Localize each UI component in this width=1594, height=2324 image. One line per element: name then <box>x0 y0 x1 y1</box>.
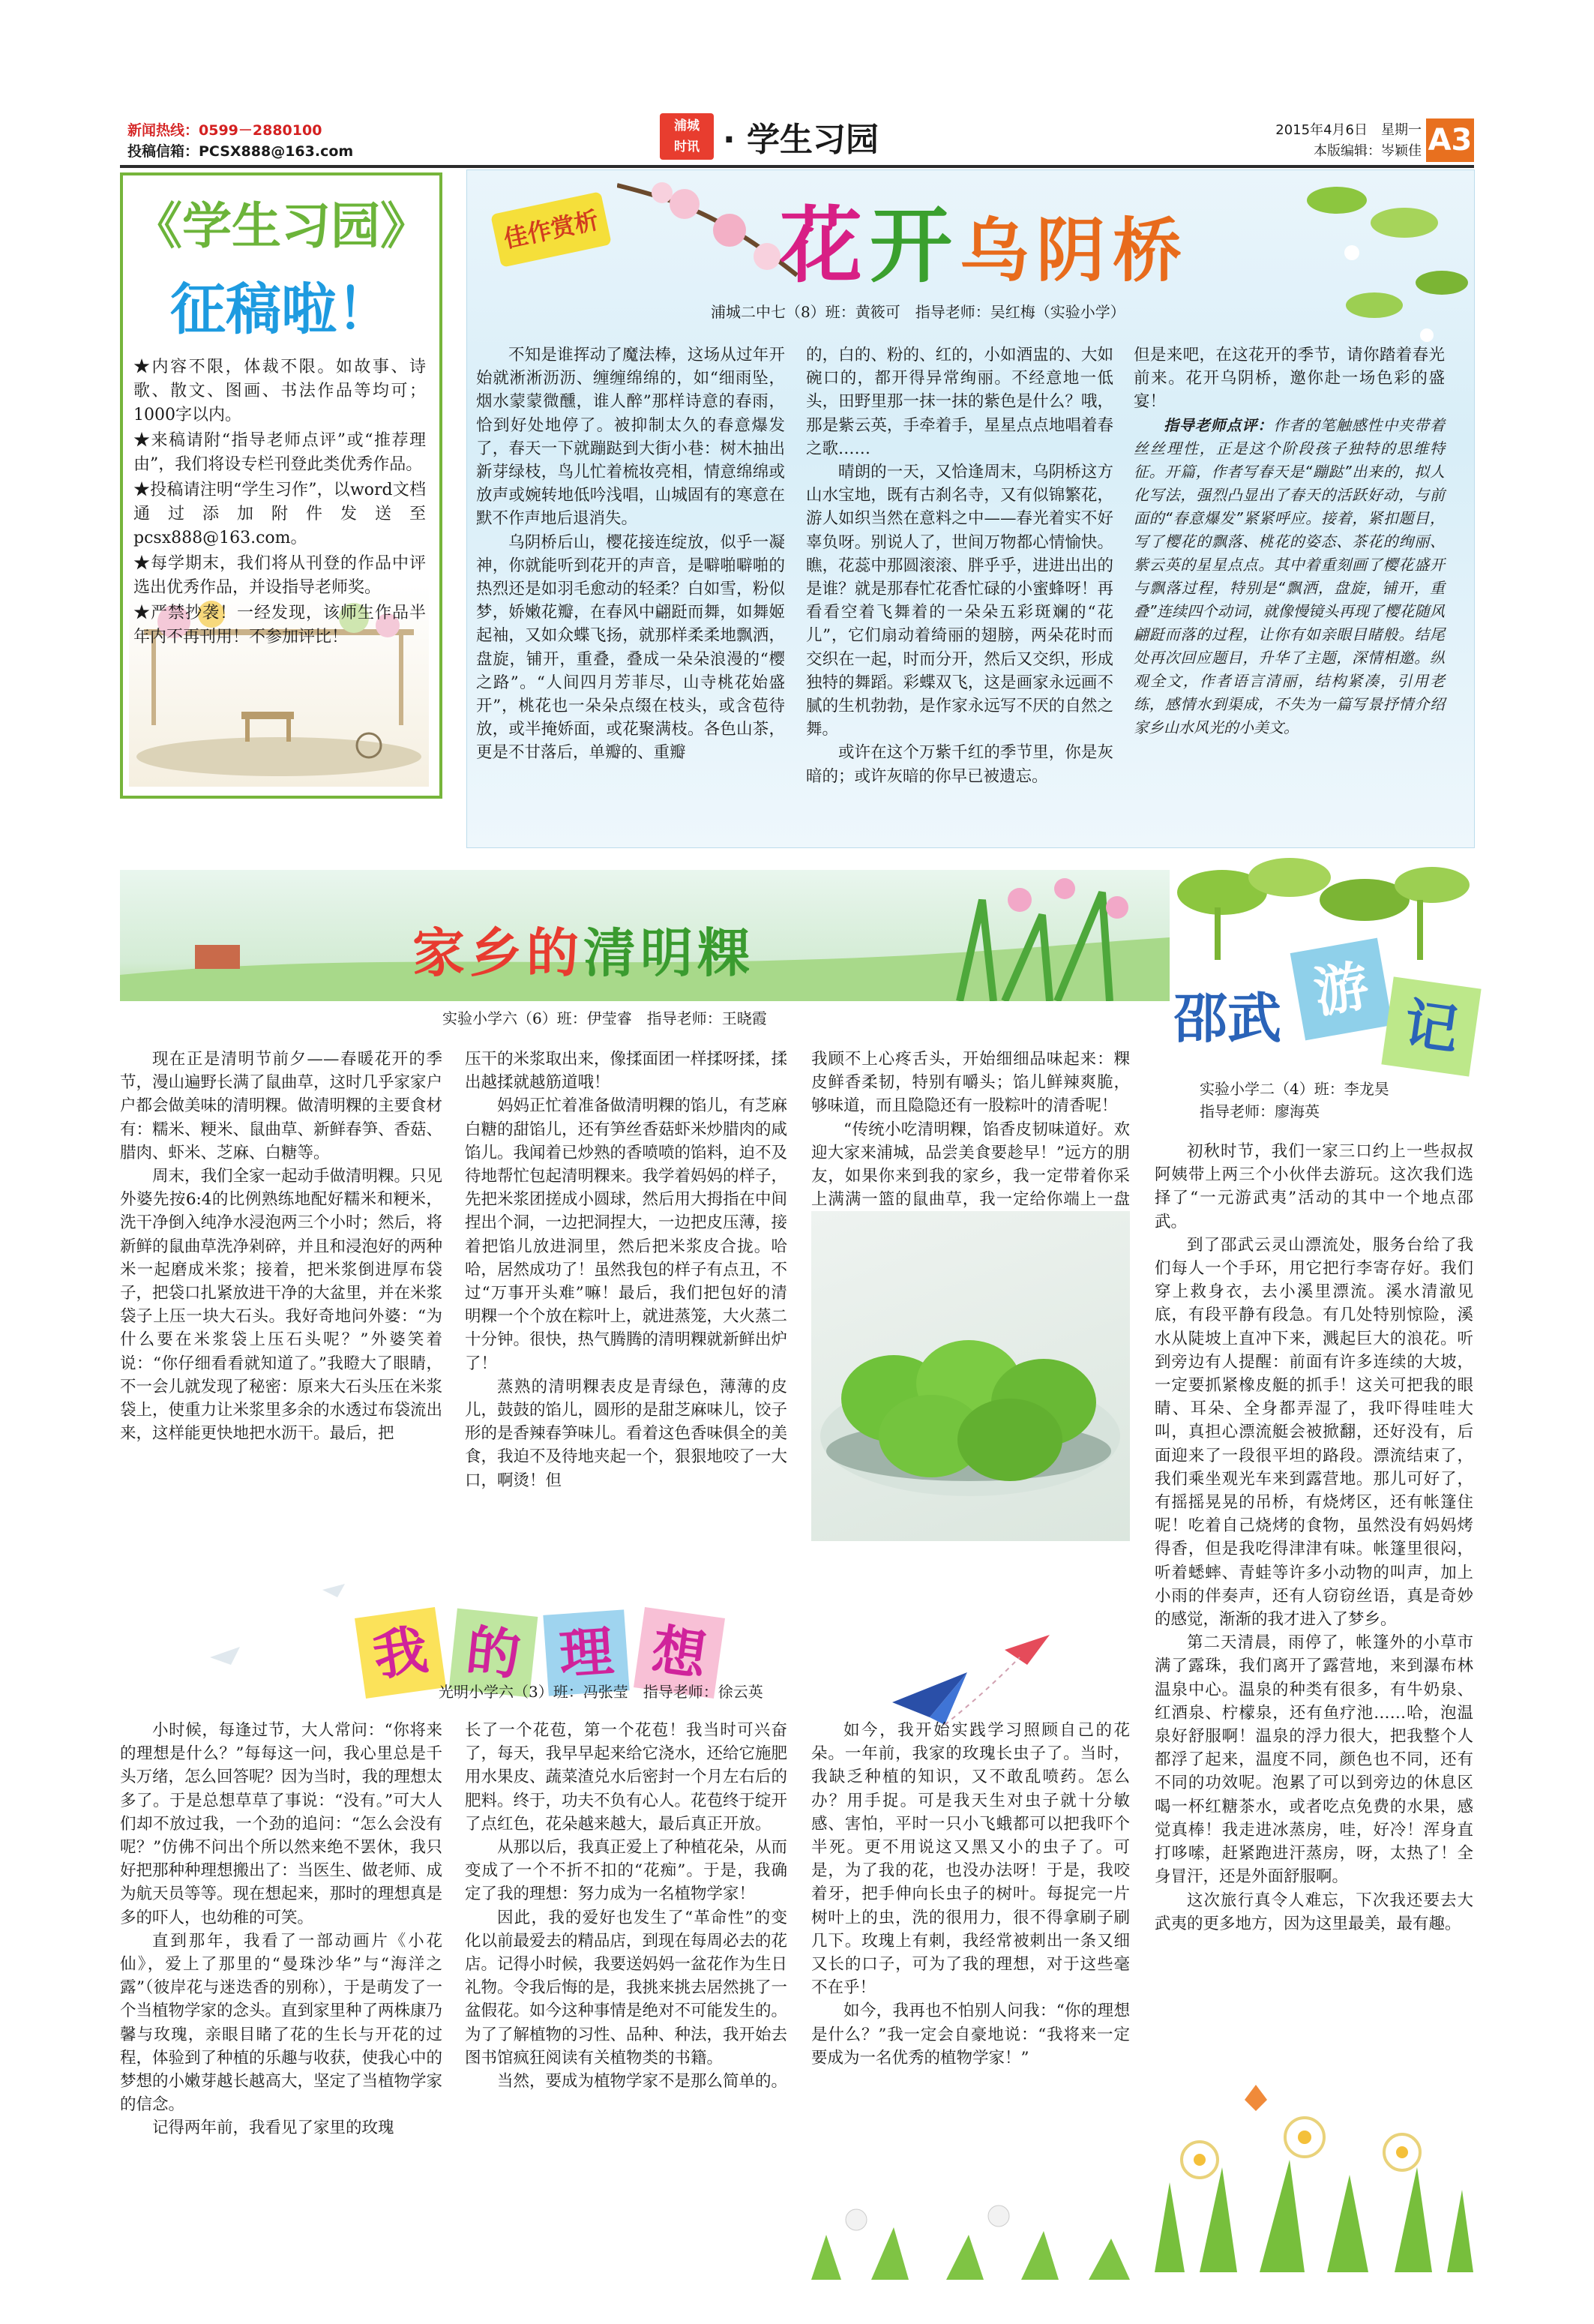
submission-email: 投稿信箱：PCSX888@163.com <box>127 143 354 160</box>
paragraph: 现在正是清明节前夕——春暖花开的季节，漫山遍野长满了鼠曲草，这时几乎家家户户都会做美味的清明粿。做清明粿的主要食材有：糯米、粳米、鼠曲草、新鲜春笋、香菇、腊肉、虾米、芝麻、白糖等。 <box>120 1050 443 1162</box>
paragraph: 当然，要成为植物学家不是那么简单的。 <box>497 2072 788 2092</box>
paragraph: “传统小吃清明粿，馅香皮韧味道好。欢迎大家来浦城，品尝美食要趁早！”远方的朋友，如果你来到我的家乡，我一定带着你采上满满一篮的鼠曲草，我一定给你端上一盘 <box>811 1120 1130 1210</box>
paragraph: 压干的米浆取出来，像揉面团一样揉呀揉，揉出越揉就越筋道哦！ <box>465 1050 788 1093</box>
paragraph: 晴朗的一天，又恰逢周末，乌阴桥这方山水宝地，既有古刹名寺，又有似锦繁花，游人如织当然在意料之中——春光着实不好辜负呀。别说人了，世间万物都心情愉快。瞧，花蕊中那圆滚滚、胖乎乎，进进出出的是谁？就是那春忙花香忙碌的小蜜蜂呀！再看看空着飞舞着的一朵朵五彩斑斓的“花儿”，它们扇动着绮丽的翅膀，两朵花时而交织在一起，时而分开，然后又交织，形成独特的舞蹈。彩蝶双飞，这是画家永远画不腻的生机勃勃，是作家永远写不厌的自然之舞。 <box>806 463 1113 739</box>
paragraph: 但是来吧，在这花开的季节，请你踏着春光前来。花开乌阴桥，邀你赴一场色彩的盛宴！ <box>1134 346 1445 412</box>
feature-column-1 <box>476 343 785 765</box>
paragraph: 因此，我的爱好也发生了“革命性”的变化以前最爱去的精品店，到现在每周必去的花店。记得小时候，我要送妈妈一盆花作为生日礼物。令我后悔的是，我挑来挑去居然挑了一盆假花。如今这种事情是绝对不可能发生的。为了了解植物的习性、品种、种法，我开始去图书馆疯狂阅读有关植物类的书籍。 <box>465 1908 788 2068</box>
paragraph: 我顾不上心疼舌头，开始细细品味起来：粿皮鲜香柔韧，特别有嚼头；馅儿鲜辣爽脆，够味道，而且隐隐还有一股粽叶的清香呢！ <box>811 1050 1130 1116</box>
feature-column-3 <box>1134 343 1445 739</box>
travel-title: 邵武 <box>1173 987 1282 1050</box>
section-title: · 学生习园 <box>723 121 879 159</box>
travel-column <box>1155 1140 1473 1936</box>
header-info <box>1275 120 1422 162</box>
call-rule: ★内容不限，体裁不限。如故事、诗歌、散文、图画、书法作品等均可；1000字以内。 <box>133 358 426 424</box>
paragraph: 不知是谁挥动了魔法棒，这场从过年开始就淅淅沥沥、缠缠绵绵的，如“细雨坠，烟水蒙蒙微醺，谁人醉”那样诗意的春雨，恰到好处地停了。被抑制太久的春意爆发了，春天一下就蹦跶到大街小巷：树木抽出新芽绿枝，鸟儿忙着梳妆亮相，情意绵绵或放声或婉转地低吟浅唱，山城固有的寒意在默不作声地后退消失。 <box>476 346 785 529</box>
travel-tile-you: 游 <box>1290 938 1393 1041</box>
paragraph: 第二天清晨，雨停了，帐篷外的小草市满了露珠，我们离开了露营地，来到瀑布林温泉中心。温泉的种类有很多，有牛奶泉、红酒泉、柠檬泉，还有鱼疗池……哈，泡温泉好舒服啊！温泉的浮力很大，把我整个人都浮了起来，温度不同，颜色也不同，还有不同的功效呢。泡累了可以到旁边的休息区喝一杯红糖茶水，或者吃点免费的水果，感觉真棒！我走进冰蒸房，哇，好冷！浑身直打哆嗦，赶紧跑进汗蒸房，呀，太热了！全身冒汗，还是外面舒服啊。 <box>1155 1633 1473 1887</box>
section-header <box>660 112 879 160</box>
ideal-column-1 <box>120 1719 442 2140</box>
paragraph: 记得两年前，我看见了家里的玫瑰 <box>152 2119 394 2138</box>
paragraph: 的，白的、粉的、红的，小如酒盅的、大如碗口的，都开得异常绚丽。不经意地一低头，田野里那一抹一抹的紫色是什么？哦，那是紫云英，手牵着手，星星点点地唱着春之歌…… <box>806 346 1113 458</box>
ideal-title-tile: 理 <box>543 1609 629 1696</box>
call-for-submissions-box <box>120 172 442 799</box>
paragraph: 小时候，每逢过节，大人常问：“你将来的理想是什么？”每每这一问，我心里总是千头万绪，怎么回答呢？因为当时，我的理想太多了。于是总想草草了事说：“没有。”可大人们却不放过我，一个劲的追问：“怎么会没有呢？”仿佛不问出个所以然来绝不罢休，我只好把那种种理想搬出了：当医生、做老师、成为航天员等等。现在想起来，那时的理想真是多的吓人，也幼稚的可笑。 <box>120 1721 443 1927</box>
qingming-column-3 <box>811 1048 1130 1235</box>
call-subtitle: 征稿啦！ <box>170 277 392 342</box>
paragraph: 这次旅行真令人难忘，下次我还要去大武夷的更多地方，因为这里最美，最有趣。 <box>1155 1891 1473 1933</box>
flowers-illustration <box>1155 2070 1473 2272</box>
qingming-column-2 <box>465 1048 787 1492</box>
teacher-review: 作者的笔触感性中夹带着丝丝理性，正是这个阶段孩子独特的思维特征。开篇，作者写春天是“蹦跶”出来的，拟人化写法，强烈凸显出了春天的活跃好动，与前面的“春意爆发”紧紧呼应。接着，紧扣题目，写了樱花的飘落、桃花的姿态、茶花的绚丽、紫云英的星星点点。其中着重刻画了樱花盛开与飘落过程，特别是“飘洒，盘旋，铺开，重叠”连续四个动词，就像慢镜头再现了樱花随风翩跹而落的过程，让你有如亲眼目睹般。结尾处再次回应题目，升华了主题，深情相邀。纵观全文，作者语言清丽，结构紧凑，引用老练，感情水到渠成，不失为一篇写景抒情介绍家乡山水风光的小美文。 <box>1134 415 1446 736</box>
paragraph: 从那以后，我真正爱上了种植花朵，从而变成了一个不折不扣的“花痴”。于是，我确定了我的理想：努力成为一名植物学家！ <box>465 1838 788 1904</box>
paragraph: 长了一个花苞，第一个花苞！我当时可兴奋了，每天，我早早起来给它浇水，还给它施肥用水果皮、蔬菜渣兑水后密封一个月左右后的肥料。终于，功夫不负有心人。花苞终于绽开了点红色，花朵越来越大，最后真正开放。 <box>465 1721 788 1834</box>
call-rule: ★投稿请注明“学生习作”，以word文档通过添加附件发送至pcsx888@163.com。 <box>133 481 426 547</box>
featured-tag: 佳作赏析 <box>490 191 612 268</box>
call-rule: ★严禁抄袭！一经发现，该师生作品半年内不再刊用！不参加评比！ <box>133 604 426 646</box>
ideal-column-2 <box>465 1719 787 2093</box>
paragraph: 妈妈正忙着准备做清明粿的馅儿，有芝麻白糖的甜馅儿，还有笋丝香菇虾米炒腊肉的咸馅儿。我闻着已炒熟的香喷喷的馅料，迫不及待地帮忙包起清明粿来。我学着妈妈的样子，先把米浆团搓成小圆球，然后用大拇指在中间捏出个洞，一边把洞捏大，一边把皮压薄，接着把馅儿放进洞里，然后把米浆皮合拢。哈哈，居然成功了！虽然我包的样子有点丑，不过“万事开头难”嘛！最后，我们把包好的清明粿一个个放在粽叶上，就进蒸笼，大火蒸二十分钟。很快，热气腾腾的清明粿就新鲜出炉了！ <box>465 1096 788 1373</box>
qingming-cake-photo <box>811 1211 1130 1541</box>
call-rules <box>133 355 426 651</box>
feature-title: 花开乌阴桥 <box>780 198 1190 294</box>
issue-date: 2015年4月6日 星期一 <box>1275 122 1422 138</box>
qingming-title: 家乡的清明粿 <box>412 922 754 984</box>
leaves-illustration <box>1292 170 1472 358</box>
paragraph: 蒸熟的清明粿表皮是青绿色，薄薄的皮儿，鼓鼓的馅儿，圆形的是甜芝麻味儿，饺子形的是香辣春笋味儿。看着这色香味俱全的美食，我迫不及待地夹起一个，狠狠地咬了一大口，啊烫！但 <box>465 1377 788 1490</box>
ideal-title-tile: 我 <box>355 1607 446 1699</box>
paragraph: 如今，我开始实践学习照顾自己的花朵。一年前，我家的玫瑰长虫子了。当时，我缺乏种植的知识，又不敢乱喷药。怎么办？用手捉。可是我天生对虫子就十分敏感、害怕，平时一只小飞蛾都可以把我吓个半死。更不用说这又黑又小的虫子了。可是，为了我的花，也没办法呀！于是，我咬着牙，把手伸向长虫子的树叶。每捉完一片树叶上的虫，洗的很用力，很不得拿刷子刷几下。玫瑰上有刺，我经常被刺出一条又细又长的口子，可为了我的理想，对于这些毫不在乎！ <box>811 1721 1130 1998</box>
paragraph: 周末，我们全家一起动手做清明粿。只见外婆先按6:4的比例熟练地配好糯米和粳米，洗干净倒入纯净水浸泡两三个小时；然后，将新鲜的鼠曲草洗净剁碎，并且和浸泡好的两种米一起磨成米浆；接着，把米浆倒进厚布袋子，把袋口扎紧放进干净的大盆里，并在米浆袋子上压一块大石头。我好奇地问外婆：“为什么要在米浆袋上压石头呢？”外婆笑着说：“你仔细看看就知道了。”我瞪大了眼睛，不一会儿就发现了秘密：原来大石头压在米浆袋上，使重力让米浆里多余的水透过布袋流出来，这样能更快地把水沥干。最后，把 <box>120 1167 443 1444</box>
travel-tile-ji: 记 <box>1381 976 1481 1076</box>
masthead-badge: 浦城 时讯 <box>660 113 714 160</box>
call-rule: ★来稿请附“指导老师点评”或“推荐理由”，我们将设专栏刊登此类优秀作品。 <box>133 431 426 474</box>
ideal-byline: 光明小学六（3）班：冯张莹 指导老师：徐云英 <box>439 1683 763 1701</box>
paragraph: 乌阴桥后山，樱花接连绽放，似乎一凝神，你就能听到花开的声音，是噼啪噼啪的热烈还是如羽毛愈动的轻柔？白如雪，粉似梦，娇嫩花瓣，在春风中翩跹而舞，如舞姬起袖，又如众蝶飞扬，就那样柔柔地飘洒，盘旋，铺开，重叠，叠成一朵朵浪漫的“樱之路”。“人间四月芳菲尽，山寺桃花始盛开”，桃花也一朵朵点缀在枝头，或含苞待放，或半掩娇面，或花聚满枝。各色山茶，更是不甘落后，单瓣的、重瓣 <box>476 532 785 763</box>
feature-byline: 浦城二中七（8）班：黄筱可 指导老师：吴红梅（实验小学） <box>711 303 1125 321</box>
header-rule <box>120 165 1474 168</box>
review-label: 指导老师点评： <box>1164 415 1274 434</box>
dandelion-illustration <box>811 2197 1130 2280</box>
ideal-column-3 <box>811 1719 1130 2070</box>
editor-credit: 本版编辑：岑颖佳 <box>1314 143 1422 159</box>
ideal-title-tile: 想 <box>634 1607 725 1699</box>
call-rule: ★每学期末，我们将从刊登的作品中评选出优秀作品，并设指导老师奖。 <box>133 554 426 597</box>
paragraph: 或许在这个万紫千红的季节里，你是灰暗的；或许灰暗的你早已被遗忘。 <box>806 743 1113 786</box>
hotline: 新闻热线：0599－2880100 <box>127 122 322 139</box>
ideal-title-tile: 的 <box>449 1609 538 1698</box>
qingming-column-1 <box>120 1048 442 1445</box>
feature-column-2 <box>806 343 1113 788</box>
paragraph: 初秋时节，我们一家三口约上一些叔叔阿姨带上两三个小伙伴去游玩。这次我们选择了“一元游武夷”活动的其中一个地点邵武。 <box>1155 1142 1473 1231</box>
qingming-byline: 实验小学六（6）班：伊莹睿 指导老师：王晓霞 <box>442 1009 767 1027</box>
travel-byline: 实验小学二（4）班：李龙昊 指导老师：廖海英 <box>1200 1080 1389 1120</box>
page-number: A3 <box>1426 118 1474 162</box>
call-title: 《学生习园》 <box>133 197 430 255</box>
paragraph: 到了邵武云灵山漂流处，服务台给了我们每人一个手环，用它把行李寄存好。我们穿上救身衣，去小溪里漂流。溪水清澈见底，有段平静有段急。有几处特别惊险，溪水从陡坡上直冲下来，溅起巨大的浪花。听到旁边有人提醒：前面有许多连续的大坡，一定要抓紧橡皮艇的抓手！这关可把我的眼睛、耳朵、全身都弄湿了，我吓得哇哇大叫，真担心漂流艇会被掀翻，还好没有，后面迎来了一段很平坦的路段。漂流结束了，我们乘坐观光车来到露营地。那儿可好了，有摇摇晃晃的吊桥，有烧烤区，还有帐篷住呢！吃着自己烧烤的食物，虽然没有妈妈烤得香，但是我吃得津津有味。帐篷里很闷，听着蟋蟀、青蛙等许多小动物的叫声，加上小雨的伴奏声，还有人窃窃丝语，真是奇妙的感觉，渐渐的我才进入了梦乡。 <box>1155 1235 1473 1630</box>
paragraph: 如今，我再也不怕别人问我：“你的理想是什么？”我一定会自豪地说：“我将来一定要成为一名优秀的植物学家！” <box>811 2002 1130 2068</box>
paragraph: 直到那年，我看了一部动画片《小花仙》，爱上了那里的“曼珠沙华”与“海洋之露”（彼岸花与迷迭香的别称），于是萌发了一个当植物学家的念头。直到家里种了两株康乃馨与玫瑰，亲眼目睹了花的生长与开花的过程，体验到了种植的乐趣与收获，使我心中的梦想的小嫩芽越长越高大，坚定了当植物学家的信念。 <box>120 1931 443 2115</box>
header-contact <box>127 120 353 162</box>
